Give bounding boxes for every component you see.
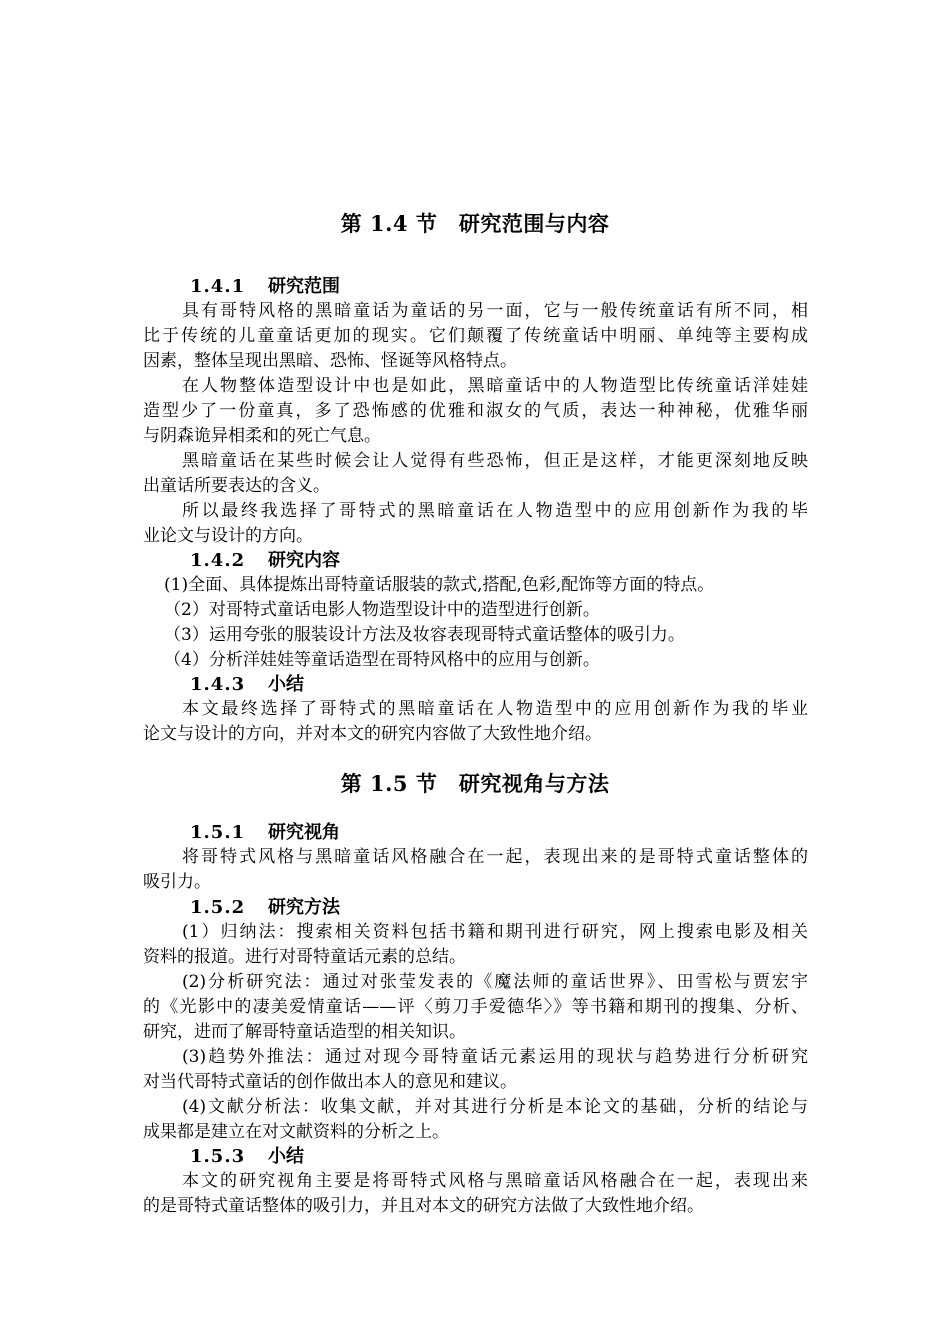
subsection-title: 小结 bbox=[268, 674, 304, 695]
subsection-heading-1-5-3 bbox=[190, 1144, 304, 1170]
paragraph-line: (2)分析研究法：通过对张莹发表的《魔法师的童话世界》、田雪松与贾宏宇 bbox=[182, 972, 808, 992]
paragraph-line: 的是哥特式童话整体的吸引力，并且对本文的研究方法做了大致性地介绍。 bbox=[143, 1196, 704, 1216]
paragraph-line: 比于传统的儿童童话更加的现实。它们颠覆了传统童话中明丽、单纯等主要构成 bbox=[143, 326, 808, 346]
paragraph-line: 本文最终选择了哥特式的黑暗童话在人物造型中的应用创新作为我的毕业 bbox=[182, 699, 808, 719]
paragraph-line: 在人物整体造型设计中也是如此，黑暗童话中的人物造型比传统童话洋娃娃 bbox=[182, 376, 808, 396]
subsection-title: 研究视角 bbox=[268, 822, 340, 843]
list-item: （4）分析洋娃娃等童话造型在哥特风格中的应用与创新。 bbox=[164, 650, 600, 670]
paragraph-line: 的《光影中的凄美爱情童话——评〈剪刀手爱德华〉》等书籍和期刊的搜集、分析、 bbox=[143, 997, 808, 1017]
paragraph-line: 资料的报道。进行对哥特童话元素的总结。 bbox=[143, 947, 466, 967]
subsection-number: 1.5.2 bbox=[190, 897, 246, 918]
paragraph-line: 因素，整体呈现出黑暗、恐怖、怪诞等风格特点。 bbox=[143, 351, 517, 371]
subsection-heading-1-4-3 bbox=[190, 672, 304, 698]
paragraph-line: 造型少了一份童真，多了恐怖感的优雅和淑女的气质，表达一种神秘，优雅华丽 bbox=[143, 401, 808, 421]
paragraph-line: 对当代哥特式童话的创作做出本人的意见和建议。 bbox=[143, 1072, 517, 1092]
subsection-heading-1-4-2 bbox=[190, 548, 340, 574]
subsection-heading-1-5-2 bbox=[190, 895, 340, 921]
list-item: (1)全面、具体提炼出哥特童话服装的款式,搭配,色彩,配饰等方面的特点。 bbox=[164, 575, 715, 595]
subsection-title: 小结 bbox=[268, 1146, 304, 1167]
paragraph-line: 具有哥特风格的黑暗童话为童话的另一面，它与一般传统童话有所不同，相 bbox=[182, 301, 808, 321]
subsection-number: 1.5.3 bbox=[190, 1146, 246, 1167]
subsection-number: 1.4.3 bbox=[190, 674, 246, 695]
section-title-1-4: 第 1.4 节 研究范围与内容 bbox=[340, 211, 610, 236]
paragraph-line: 黑暗童话在某些时候会让人觉得有些恐怖，但正是这样，才能更深刻地反映 bbox=[182, 451, 808, 471]
section-title-1-5: 第 1.5 节 研究视角与方法 bbox=[340, 771, 610, 796]
subsection-title: 研究范围 bbox=[268, 276, 340, 297]
subsection-number: 1.4.1 bbox=[190, 276, 246, 297]
paragraph-line: (3)趋势外推法：通过对现今哥特童话元素运用的现状与趋势进行分析研究 bbox=[182, 1047, 808, 1067]
subsection-title: 研究内容 bbox=[268, 550, 340, 571]
paragraph-line: 论文与设计的方向，并对本文的研究内容做了大致性地介绍。 bbox=[143, 724, 602, 744]
paragraph-line: 研究，进而了解哥特童话造型的相关知识。 bbox=[143, 1022, 466, 1042]
paragraph-line: 业论文与设计的方向。 bbox=[143, 526, 313, 546]
paragraph-line: (4)文献分析法：收集文献，并对其进行分析是本论文的基础，分析的结论与 bbox=[182, 1097, 808, 1117]
paragraph-line: (1）归纳法：搜索相关资料包括书籍和期刊进行研究，网上搜索电影及相关 bbox=[182, 922, 808, 942]
paragraph-line: 与阴森诡异相柔和的死亡气息。 bbox=[143, 426, 381, 446]
paragraph-line: 吸引力。 bbox=[143, 872, 211, 892]
paragraph-line: 本文的研究视角主要是将哥特式风格与黑暗童话风格融合在一起，表现出来 bbox=[182, 1171, 808, 1191]
list-item: （2）对哥特式童话电影人物造型设计中的造型进行创新。 bbox=[164, 600, 600, 620]
subsection-number: 1.4.2 bbox=[190, 550, 246, 571]
subsection-number: 1.5.1 bbox=[190, 822, 246, 843]
subsection-heading-1-4-1 bbox=[190, 274, 340, 300]
paragraph-line: 所以最终我选择了哥特式的黑暗童话在人物造型中的应用创新作为我的毕 bbox=[182, 501, 808, 521]
paragraph-line: 出童话所要表达的含义。 bbox=[143, 476, 330, 496]
paragraph-line: 成果都是建立在对文献资料的分析之上。 bbox=[143, 1122, 449, 1142]
subsection-heading-1-5-1 bbox=[190, 820, 340, 846]
subsection-title: 研究方法 bbox=[268, 897, 340, 918]
list-item: （3）运用夸张的服装设计方法及妆容表现哥特式童话整体的吸引力。 bbox=[164, 625, 685, 645]
paragraph-line: 将哥特式风格与黑暗童话风格融合在一起，表现出来的是哥特式童话整体的 bbox=[182, 847, 808, 867]
